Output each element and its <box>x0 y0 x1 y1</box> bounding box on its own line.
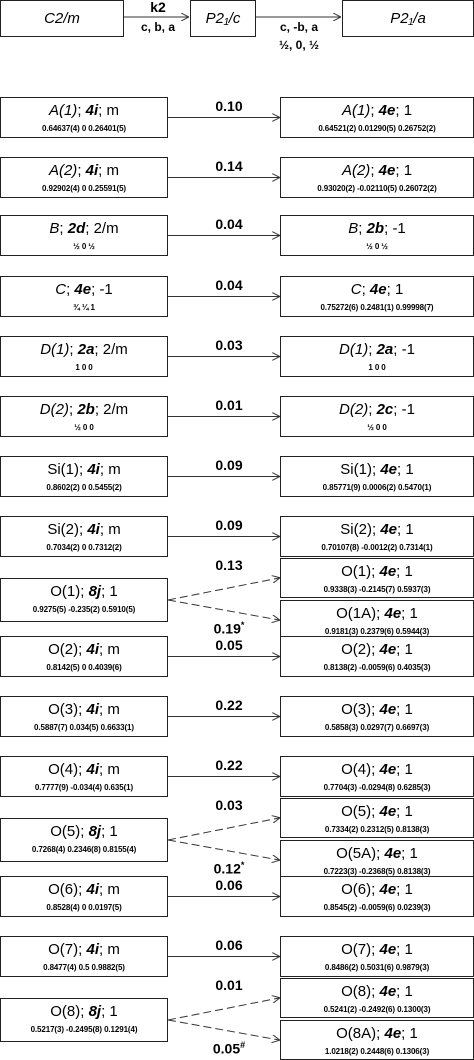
site-label: O(5A) <box>336 845 377 862</box>
target-site-box <box>280 600 474 640</box>
site-coordinates: 0.8477(4) 0.5 0.9882(5) <box>43 963 125 972</box>
site-symmetry: 1 <box>403 102 413 119</box>
site-label: O(5) <box>50 823 81 840</box>
site-header: B; 2b; -1 <box>348 220 406 237</box>
site-coordinates: ½ 0 ½ <box>73 242 95 251</box>
wyckoff-position: 4e <box>74 281 92 298</box>
site-symmetry: m <box>108 461 121 478</box>
wyckoff-position: 4e <box>384 1025 402 1042</box>
displacement-value: 0.04 <box>215 277 243 293</box>
displacement-value: 0.06 <box>215 877 243 893</box>
displacement-value: 0.01 <box>215 397 243 413</box>
target-site-box <box>280 276 474 317</box>
site-label: A(1) <box>341 102 371 119</box>
wyckoff-position: 4e <box>379 641 397 658</box>
site-header: O(5A); 4e; 1 <box>336 845 418 862</box>
site-coordinates: 0.9181(3) 0.2379(6) 0.5944(3) <box>324 627 430 636</box>
wyckoff-position: 4e <box>379 761 397 778</box>
site-split-arrow <box>168 818 279 840</box>
site-coordinates: 0.8486(2) 0.5031(6) 0.9879(3) <box>324 963 430 972</box>
site-coordinates: 0.7777(9) -0.034(4) 0.635(1) <box>34 783 134 792</box>
target-site-box <box>280 798 474 838</box>
displacement-value: 0.13 <box>215 557 243 573</box>
site-coordinates: 0.93020(2) -0.02110(5) 0.26072(2) <box>317 184 437 193</box>
wyckoff-position: 4i <box>86 641 99 658</box>
wyckoff-position: 4e <box>369 281 387 298</box>
target-site-box <box>280 97 474 138</box>
site-split-arrow <box>168 1020 279 1040</box>
site-coordinates: ½ 0 0 <box>367 423 387 432</box>
wyckoff-position: 4i <box>86 701 99 718</box>
displacement-value: 0.05# <box>212 1040 246 1057</box>
site-header: O(1); 8j; 1 <box>50 583 118 600</box>
wyckoff-position: 4e <box>379 983 397 1000</box>
displacement-value: 0.10 <box>215 98 243 114</box>
displacement-value: 0.03 <box>215 337 243 353</box>
wyckoff-position: 2a <box>77 341 95 358</box>
site-coordinates: 1 0 0 <box>368 363 386 372</box>
site-header: O(3); 4i; m <box>48 701 120 718</box>
site-label: O(1) <box>50 583 81 600</box>
site-header: O(2); 4e; 1 <box>341 641 413 658</box>
wyckoff-position: 4e <box>380 521 397 538</box>
site-coordinates: 0.9275(5) -0.235(2) 0.5910(5) <box>32 605 136 614</box>
source-site-box <box>0 818 168 862</box>
site-header: A(2); 4i; m <box>48 162 120 179</box>
site-symmetry: m <box>107 701 120 718</box>
site-symmetry: 2/m <box>103 401 129 418</box>
source-site-box <box>0 456 168 497</box>
site-label: O(1) <box>341 563 372 580</box>
site-symmetry: m <box>108 521 121 538</box>
site-header: O(2); 4i; m <box>48 641 120 658</box>
group-label-c2m: C2/m <box>44 10 80 27</box>
site-coordinates: 0.5858(3) 0.0297(7) 0.6697(3) <box>324 723 430 732</box>
site-symmetry: 1 <box>404 701 413 718</box>
site-label: B <box>348 220 359 237</box>
site-symmetry: m <box>106 102 120 119</box>
site-header: A(2); 4e; 1 <box>341 162 413 179</box>
site-label: D(1) <box>339 341 369 358</box>
site-label: O(4) <box>48 761 79 778</box>
site-header: O(1A); 4e; 1 <box>336 605 418 622</box>
site-label: O(5) <box>341 803 372 820</box>
site-symmetry: 1 <box>109 1003 118 1020</box>
site-label: O(6) <box>48 881 79 898</box>
wyckoff-position: 2b <box>77 401 95 418</box>
wyckoff-position: 4e <box>384 605 402 622</box>
site-header: D(1); 2a; 2/m <box>40 341 128 358</box>
wyckoff-position: 4i <box>85 102 99 119</box>
site-coordinates: 0.64521(2) 0.01290(5) 0.26752(2) <box>318 124 436 133</box>
wyckoff-position: 4e <box>379 941 397 958</box>
displacement-value: 0.12* <box>213 860 245 877</box>
wyckoff-position: 2b <box>366 220 385 237</box>
site-coordinates: ¾ ¼ 1 <box>73 303 95 312</box>
wyckoff-position: 4i <box>86 881 99 898</box>
site-header: O(8); 4e; 1 <box>341 983 413 1000</box>
site-header: O(5); 8j; 1 <box>50 823 118 840</box>
site-symmetry: 1 <box>403 162 413 179</box>
site-coordinates: ½ 0 ½ <box>366 242 388 251</box>
source-site-box <box>0 157 168 198</box>
site-label: D(1) <box>40 341 70 358</box>
site-header: O(8); 8j; 1 <box>50 1003 118 1020</box>
site-coordinates: 0.7034(2) 0 0.7312(2) <box>46 543 122 552</box>
site-symmetry: 1 <box>109 823 118 840</box>
site-coordinates: 0.7223(3) -0.2368(5) 0.8138(3) <box>323 867 431 876</box>
site-coordinates: 0.8602(2) 0 0.5455(2) <box>46 483 122 492</box>
site-coordinates: 0.5241(2) -0.2492(6) 0.1300(3) <box>323 1005 431 1014</box>
displacement-value: 0.14 <box>215 158 243 174</box>
site-header: O(8A); 4e; 1 <box>336 1025 418 1042</box>
site-coordinates: 0.8138(2) -0.0059(6) 0.4035(3) <box>323 663 431 672</box>
site-label: O(1A) <box>336 605 377 622</box>
target-site-box <box>280 1020 474 1060</box>
target-site-box <box>280 978 474 1018</box>
displacement-value: 0.22 <box>215 757 243 773</box>
displacement-value: 0.01 <box>215 977 243 993</box>
site-symmetry: 1 <box>405 521 414 538</box>
site-header: O(4); 4i; m <box>48 761 120 778</box>
site-header: D(2); 2b; 2/m <box>39 401 129 418</box>
site-coordinates: ½ 0 0 <box>74 423 94 432</box>
site-symmetry: -1 <box>392 220 406 237</box>
target-site-box <box>280 157 474 198</box>
site-symmetry: m <box>107 641 120 658</box>
displacement-value: 0.04 <box>215 216 243 232</box>
wyckoff-position: 4e <box>379 701 397 718</box>
wyckoff-position: 4e <box>379 881 397 898</box>
site-split-arrow <box>168 600 279 620</box>
site-header: Si(1); 4e; 1 <box>340 461 414 478</box>
site-header: B; 2d; 2/m <box>49 220 119 237</box>
site-symmetry: 1 <box>405 461 414 478</box>
site-label: O(7) <box>341 941 372 958</box>
site-coordinates: 0.92902(4) 0 0.25591(5) <box>42 184 126 193</box>
displacement-value: 0.05 <box>215 637 243 653</box>
site-header: Si(2); 4e; 1 <box>340 521 414 538</box>
wyckoff-position: 4e <box>384 845 402 862</box>
source-site-box <box>0 876 168 917</box>
source-site-box <box>0 998 168 1042</box>
site-label: D(2) <box>339 401 369 418</box>
transform-1-top: k2 <box>150 0 166 15</box>
site-header: O(1); 4e; 1 <box>341 563 413 580</box>
displacement-value: 0.22 <box>215 697 243 713</box>
site-symmetry: 2/m <box>102 341 128 358</box>
target-site-box <box>280 936 474 977</box>
site-symmetry: -1 <box>401 341 415 358</box>
site-symmetry: 1 <box>404 881 413 898</box>
wyckoff-position: 8j <box>88 583 102 600</box>
target-site-box <box>280 215 474 256</box>
site-symmetry: -1 <box>99 281 113 298</box>
site-split-arrow <box>168 840 279 860</box>
site-label: A(2) <box>341 162 371 179</box>
site-symmetry: 2/m <box>93 220 119 237</box>
wyckoff-position: 4e <box>378 162 396 179</box>
site-header: O(3); 4e; 1 <box>341 701 413 718</box>
site-coordinates: 0.7704(3) -0.0294(8) 0.6285(3) <box>323 783 431 792</box>
wyckoff-position: 4i <box>86 941 99 958</box>
target-site-box <box>280 558 474 598</box>
site-label: O(8) <box>341 983 372 1000</box>
site-coordinates: 0.8142(5) 0 0.4039(6) <box>46 663 122 672</box>
source-site-box <box>0 696 168 737</box>
target-site-box <box>280 456 474 497</box>
target-site-box <box>280 876 474 917</box>
source-site-box <box>0 97 168 138</box>
site-header: C; 4e; 1 <box>350 281 404 298</box>
site-coordinates: 0.5217(3) -0.2495(8) 0.1291(4) <box>30 1025 138 1034</box>
site-symmetry: 1 <box>404 983 413 1000</box>
site-label: C <box>350 281 362 298</box>
site-label: O(2) <box>341 641 372 658</box>
site-header: Si(2); 4i; m <box>47 521 121 538</box>
site-symmetry: -1 <box>401 401 415 418</box>
site-label: O(3) <box>48 701 79 718</box>
source-site-box <box>0 936 168 977</box>
site-label: A(2) <box>48 162 78 179</box>
site-label: O(8A) <box>336 1025 377 1042</box>
displacement-value: 0.06 <box>215 937 243 953</box>
site-symmetry: 1 <box>409 605 418 622</box>
site-symmetry: m <box>107 761 120 778</box>
displacement-value: 0.03 <box>215 797 243 813</box>
displacement-value: 0.09 <box>215 457 243 473</box>
displacement-value: 0.09 <box>215 517 243 533</box>
site-header: O(6); 4e; 1 <box>341 881 413 898</box>
target-site-box <box>280 516 474 557</box>
site-coordinates: 0.64637(4) 0 0.26401(5) <box>42 124 126 133</box>
wyckoff-position: 4i <box>86 761 99 778</box>
site-split-arrow <box>168 998 279 1020</box>
displacement-value: 0.19* <box>213 620 245 637</box>
wyckoff-position: 4i <box>87 521 100 538</box>
site-label: O(3) <box>341 701 372 718</box>
wyckoff-position: 4e <box>379 563 397 580</box>
site-label: D(2) <box>39 401 69 418</box>
site-label: A(1) <box>48 102 78 119</box>
site-symmetry: m <box>107 881 120 898</box>
site-label: Si(1) <box>47 461 79 478</box>
site-coordinates: 0.70107(8) -0.0012(2) 0.7314(1) <box>321 543 433 552</box>
group-label-p21c: P2₁/c <box>205 10 241 27</box>
source-site-box <box>0 276 168 317</box>
target-site-box <box>280 396 474 437</box>
site-label: Si(2) <box>47 521 79 538</box>
wyckoff-position: 8j <box>88 1003 102 1020</box>
transform-2-bottom: ½, 0, ½ <box>278 38 320 52</box>
site-coordinates: 0.7268(4) 0.2346(8) 0.8155(4) <box>31 845 137 854</box>
site-symmetry: 1 <box>404 761 413 778</box>
source-site-box <box>0 396 168 437</box>
site-header: O(7); 4i; m <box>48 941 120 958</box>
source-site-box <box>0 636 168 677</box>
site-coordinates: 0.9338(3) -0.2145(7) 0.5937(3) <box>323 585 431 594</box>
site-symmetry: 1 <box>109 583 118 600</box>
site-label: O(7) <box>48 941 79 958</box>
site-coordinates: 0.7334(2) 0.2312(5) 0.8138(3) <box>324 825 430 834</box>
site-symmetry: 1 <box>404 563 413 580</box>
site-header: O(6); 4i; m <box>48 881 120 898</box>
site-header: D(1); 2a; -1 <box>339 341 415 358</box>
site-header: O(5); 4e; 1 <box>341 803 413 820</box>
wyckoff-position: 2d <box>67 220 86 237</box>
site-label: O(4) <box>341 761 372 778</box>
site-label: O(6) <box>341 881 372 898</box>
wyckoff-position: 4i <box>85 162 99 179</box>
source-site-box <box>0 215 168 256</box>
source-site-box <box>0 516 168 557</box>
wyckoff-position: 4e <box>380 461 397 478</box>
target-site-box <box>280 636 474 677</box>
transform-2-top: c, -b, a <box>279 20 318 34</box>
site-header: D(2); 2c; -1 <box>339 401 415 418</box>
site-label: C <box>55 281 67 298</box>
site-symmetry: 1 <box>404 941 413 958</box>
site-header: O(4); 4e; 1 <box>341 761 413 778</box>
source-site-box <box>0 578 168 622</box>
site-symmetry: 1 <box>404 803 413 820</box>
site-header: Si(1); 4i; m <box>47 461 121 478</box>
site-label: B <box>49 220 60 237</box>
site-coordinates: 0.8528(4) 0 0.0197(5) <box>46 903 122 912</box>
site-label: O(2) <box>48 641 79 658</box>
site-coordinates: 1.0218(2) 0.2448(6) 0.1306(3) <box>324 1047 430 1056</box>
site-coordinates: 0.75272(6) 0.2481(1) 0.99998(7) <box>320 303 434 312</box>
site-label: Si(2) <box>340 521 372 538</box>
site-symmetry: m <box>106 162 120 179</box>
wyckoff-position: 4e <box>378 102 396 119</box>
site-symmetry: 1 <box>404 641 413 658</box>
site-header: A(1); 4i; m <box>48 102 120 119</box>
site-coordinates: 0.85771(9) 0.0006(2) 0.5470(1) <box>322 483 432 492</box>
site-header: O(7); 4e; 1 <box>341 941 413 958</box>
site-coordinates: 0.5887(7) 0.034(5) 0.6633(1) <box>34 723 134 732</box>
site-header: A(1); 4e; 1 <box>341 102 413 119</box>
site-symmetry: m <box>107 941 120 958</box>
source-site-box <box>0 756 168 797</box>
site-label: O(8) <box>50 1003 81 1020</box>
target-site-box <box>280 840 474 880</box>
wyckoff-position: 8j <box>88 823 102 840</box>
site-symmetry: 1 <box>409 845 418 862</box>
site-coordinates: 1 0 0 <box>75 363 93 372</box>
target-site-box <box>280 756 474 797</box>
wyckoff-position: 2c <box>376 401 394 418</box>
transform-1-bottom: c, b, a <box>140 20 175 34</box>
site-symmetry: 1 <box>409 1025 418 1042</box>
site-header: C; 4e; -1 <box>55 281 113 298</box>
target-site-box <box>280 336 474 377</box>
site-label: Si(1) <box>340 461 372 478</box>
site-coordinates: 0.8545(2) -0.0059(6) 0.0239(3) <box>323 903 431 912</box>
site-symmetry: 1 <box>394 281 404 298</box>
source-site-box <box>0 336 168 377</box>
target-site-box <box>280 696 474 737</box>
wyckoff-position: 4i <box>87 461 100 478</box>
wyckoff-position: 4e <box>379 803 397 820</box>
group-label-p21a: P2₁/a <box>390 10 426 27</box>
site-split-arrow <box>168 578 279 600</box>
wyckoff-position: 2a <box>376 341 394 358</box>
